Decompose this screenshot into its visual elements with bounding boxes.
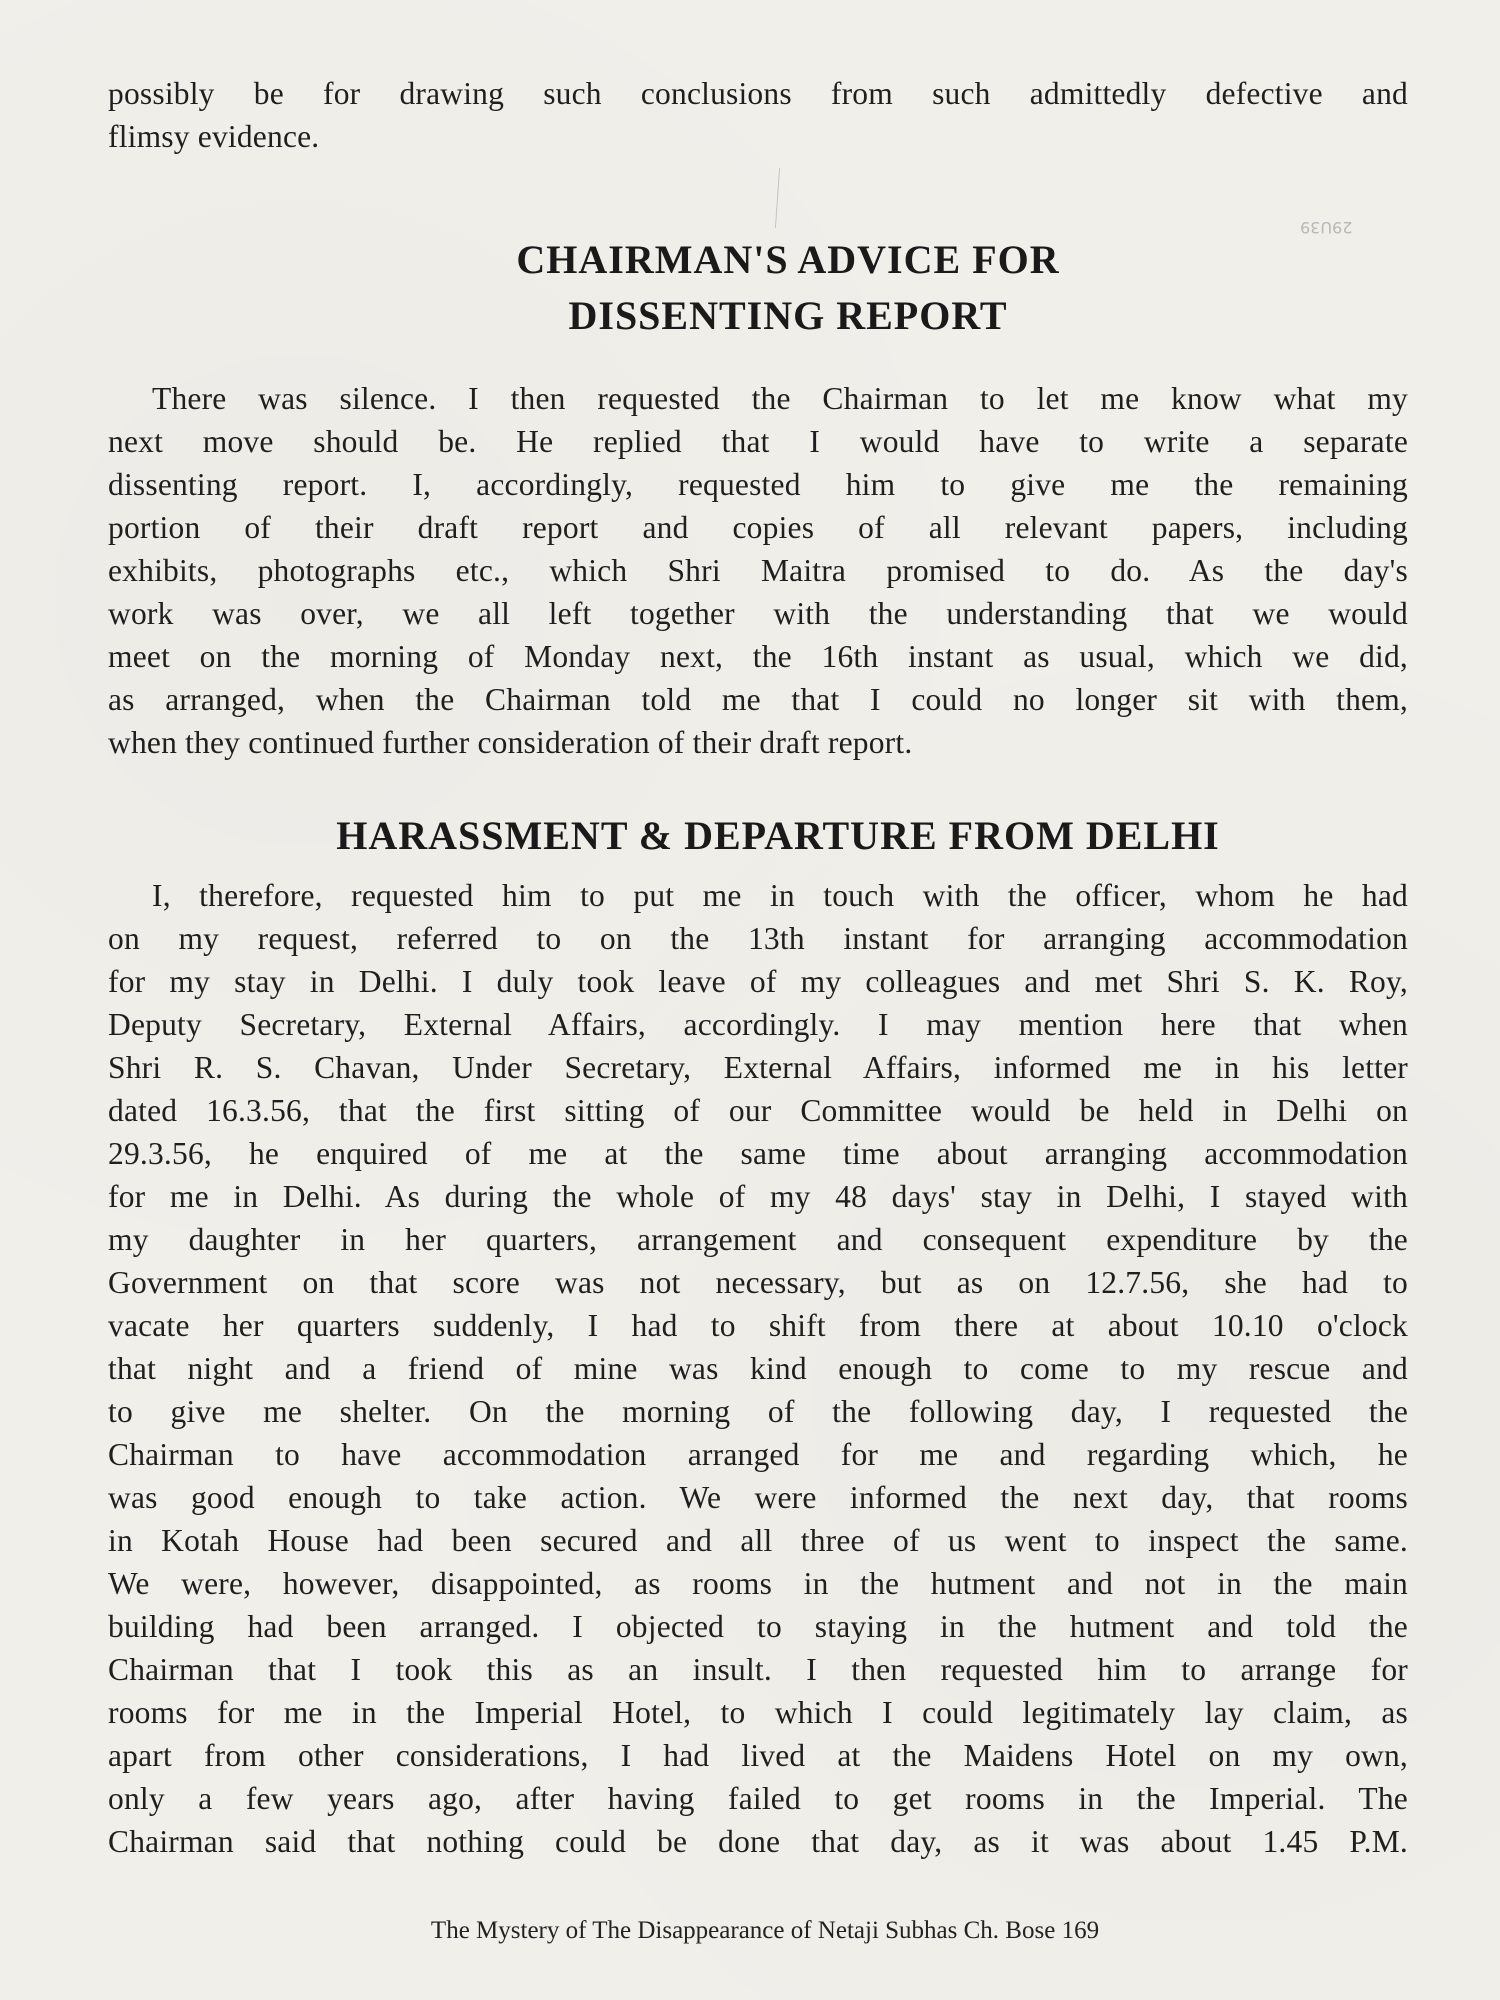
text-line: 29.3.56, he enquired of me at the same time about arranging accommodation [108, 1136, 1408, 1171]
text-line: to give me shelter. On the morning of the following day, I requested the [108, 1394, 1408, 1429]
text-line: dated 16.3.56, that the first sitting of our Committee would be held in Delhi on [108, 1093, 1408, 1128]
text-line: Chairman to have accommodation arranged for me and regarding which, he [108, 1437, 1408, 1472]
heading-line: HARASSMENT & DEPARTURE FROM DELHI [336, 813, 1220, 858]
text-line: Shri R. S. Chavan, Under Secretary, External Affairs, informed me in his letter [108, 1050, 1408, 1085]
text-line: in Kotah House had been secured and all three of us went to inspect the same. [108, 1523, 1408, 1558]
section-heading-chairmans-advice [108, 232, 1408, 344]
text-line: work was over, we all left together with the understanding that we would [108, 596, 1408, 631]
text-line: rooms for me in the Imperial Hotel, to which I could legitimately lay claim, as [108, 1695, 1408, 1730]
text-line: Deputy Secretary, External Affairs, accordingly. I may mention here that when [108, 1007, 1408, 1042]
text-line: on my request, referred to on the 13th instant for arranging accommodation [108, 921, 1408, 956]
text-line: meet on the morning of Monday next, the 16th instant as usual, which we did, [108, 639, 1408, 674]
text-line: was good enough to take action. We were informed the next day, that rooms [108, 1480, 1408, 1515]
heading-line: CHAIRMAN'S ADVICE FOR [516, 237, 1060, 282]
text-line: exhibits, photographs etc., which Shri Maitra promised to do. As the day's [108, 553, 1408, 588]
text-line: Chairman that I took this as an insult. I then requested him to arrange for [108, 1652, 1408, 1687]
text-line: Chairman said that nothing could be done that day, as it was about 1.45 P.M. [108, 1824, 1408, 1859]
text-line: portion of their draft report and copies of all relevant papers, including [108, 510, 1408, 545]
book-page [108, 72, 1408, 1863]
show-through-marking: 29U39 [1300, 218, 1353, 237]
section-paragraph-chairmans-advice [108, 377, 1408, 764]
text-line: Government on that score was not necessary, but as on 12.7.56, she had to [108, 1265, 1408, 1300]
text-line: vacate her quarters suddenly, I had to shift from there at about 10.10 o'clock [108, 1308, 1408, 1343]
text-line: as arranged, when the Chairman told me that I could no longer sit with them, [108, 682, 1408, 717]
text-line: my daughter in her quarters, arrangement and consequent expenditure by the [108, 1222, 1408, 1257]
text-line: apart from other considerations, I had lived at the Maidens Hotel on my own, [108, 1738, 1408, 1773]
text-line: I, therefore, requested him to put me in touch with the officer, whom he had [152, 878, 1408, 913]
text-line: when they continued further consideration of their draft report. [108, 725, 913, 760]
text-line: for me in Delhi. As during the whole of my 48 days' stay in Delhi, I stayed with [108, 1179, 1408, 1214]
text-line: dissenting report. I, accordingly, requested him to give me the remaining [108, 467, 1408, 502]
page-footer [0, 1917, 1500, 1945]
section-paragraph-harassment-departure [108, 874, 1408, 1863]
text-line: We were, however, disappointed, as rooms in the hutment and not in the main [108, 1566, 1408, 1601]
text-line: building had been arranged. I objected to staying in the hutment and told the [108, 1609, 1408, 1644]
text-line: next move should be. He replied that I would have to write a separate [108, 424, 1408, 459]
page-number: 169 [1061, 1917, 1100, 1944]
section-heading-harassment-departure [108, 808, 1408, 864]
text-line: only a few years ago, after having failed to get rooms in the Imperial. The [108, 1781, 1408, 1816]
running-title: The Mystery of The Disappearance of Netaji Subhas Ch. Bose [430, 1917, 1056, 1944]
text-line: possibly be for drawing such conclusions from such admittedly defective and [108, 76, 1408, 111]
text-line: that night and a friend of mine was kind enough to come to my rescue and [108, 1351, 1408, 1386]
text-line: flimsy evidence. [108, 119, 320, 154]
heading-line: DISSENTING REPORT [568, 293, 1008, 338]
intro-paragraph [108, 72, 1408, 158]
text-line: for my stay in Delhi. I duly took leave of my colleagues and met Shri S. K. Roy, [108, 964, 1408, 999]
text-line: There was silence. I then requested the Chairman to let me know what my [152, 381, 1408, 416]
